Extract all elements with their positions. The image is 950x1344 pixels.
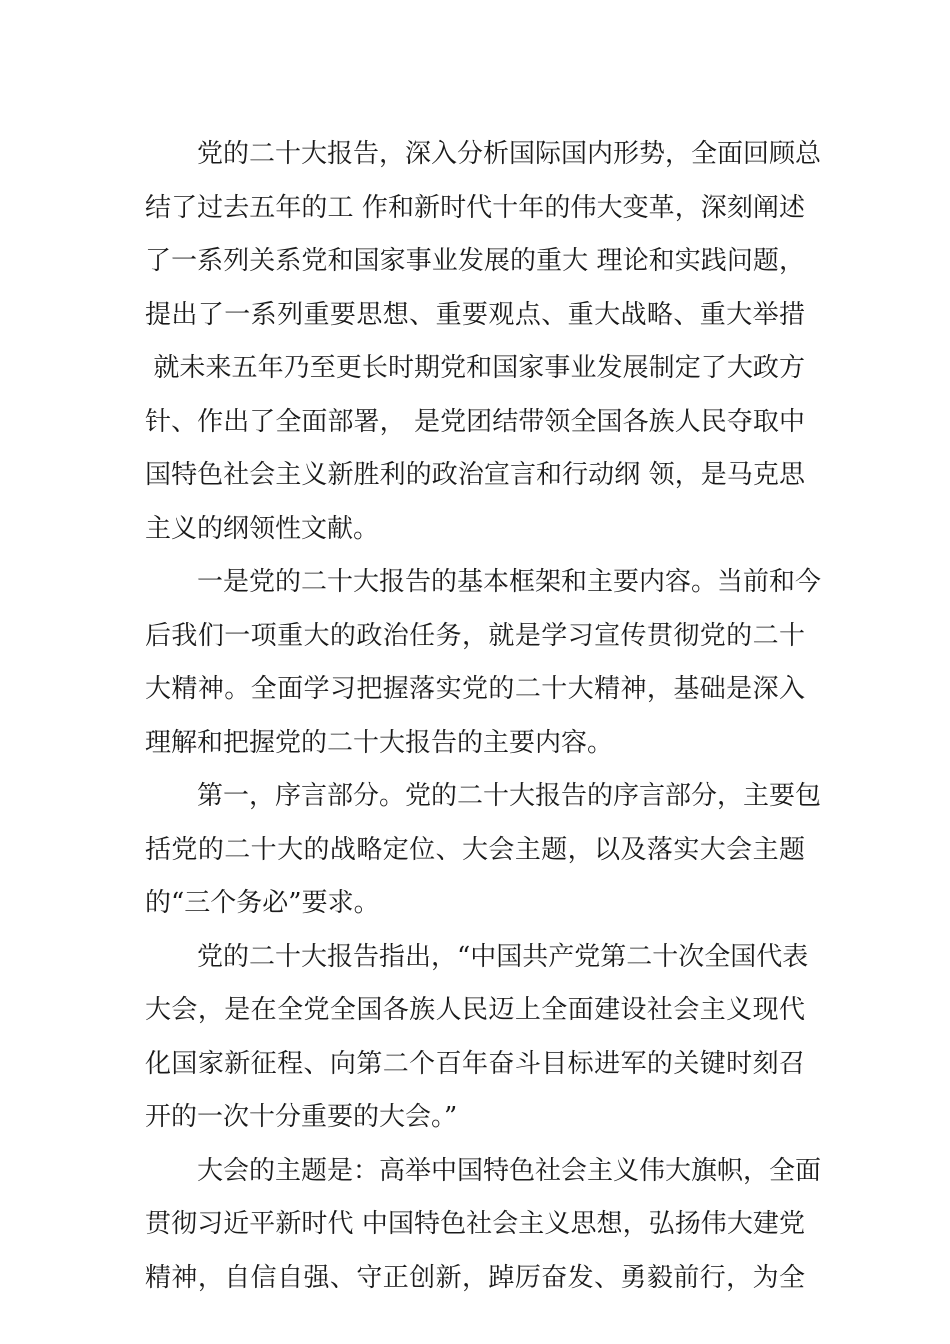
text-line: 理解和把握党的二十大报告的主要内容。 (145, 727, 614, 758)
text-line: 主义的纲领性文献。 (145, 513, 380, 544)
text-line: 提出了一系列重要思想、重要观点、重大战略、重大举措 (145, 299, 805, 330)
text-line: 开的一次十分重要的大会。” (145, 1102, 458, 1132)
text-line: 大会，是在全党全国各族人民迈上全面建设社会主义现代 (145, 995, 805, 1025)
text-line: 党的二十大报告指出，“中国共产党第二十次全国代表 (145, 941, 809, 972)
text-line: 针、作出了全面部署， 是党团结带领全国各族人民夺取中 (145, 406, 805, 437)
text-line: 国特色社会主义新胜利的政治宣言和行动纲 领，是马克思 (145, 460, 805, 490)
text-line: 党的二十大报告，深入分析国际国内形势，全面回顾总 (145, 139, 822, 169)
text-line: 化国家新征程、向第二个百年奋斗目标进军的关键时刻召 (145, 1048, 805, 1079)
text-line: 大精神。全面学习把握落实党的二十大精神，基础是深入 (145, 674, 805, 704)
text-line: 括党的二十大的战略定位、大会主题，以及落实大会主题 (145, 834, 805, 865)
text-line: 了一系列关系党和国家事业发展的重大 理论和实践问题， (145, 246, 805, 276)
text-line: 精神，自信自强、守正创新，踔厉奋发、勇毅前行，为全 (145, 1262, 805, 1293)
text-line: 就未来五年乃至更长时期党和国家事业发展制定了大政方 (145, 353, 805, 383)
text-line: 一是党的二十大报告的基本框架和主要内容。当前和今 (145, 567, 822, 597)
text-line: 贯彻习近平新时代 中国特色社会主义思想，弘扬伟大建党 (145, 1209, 805, 1239)
text-line: 大会的主题是：高举中国特色社会主义伟大旗帜，全面 (145, 1155, 822, 1186)
text-line: 的“三个务必”要求。 (145, 888, 380, 918)
body-text (145, 128, 822, 1305)
text-line: 结了过去五年的工 作和新时代十年的伟大变革，深刻阐述 (145, 192, 805, 223)
text-line: 第一，序言部分。党的二十大报告的序言部分，主要包 (145, 781, 822, 811)
text-line: 后我们一项重大的政治任务，就是学习宣传贯彻党的二十 (145, 620, 805, 651)
